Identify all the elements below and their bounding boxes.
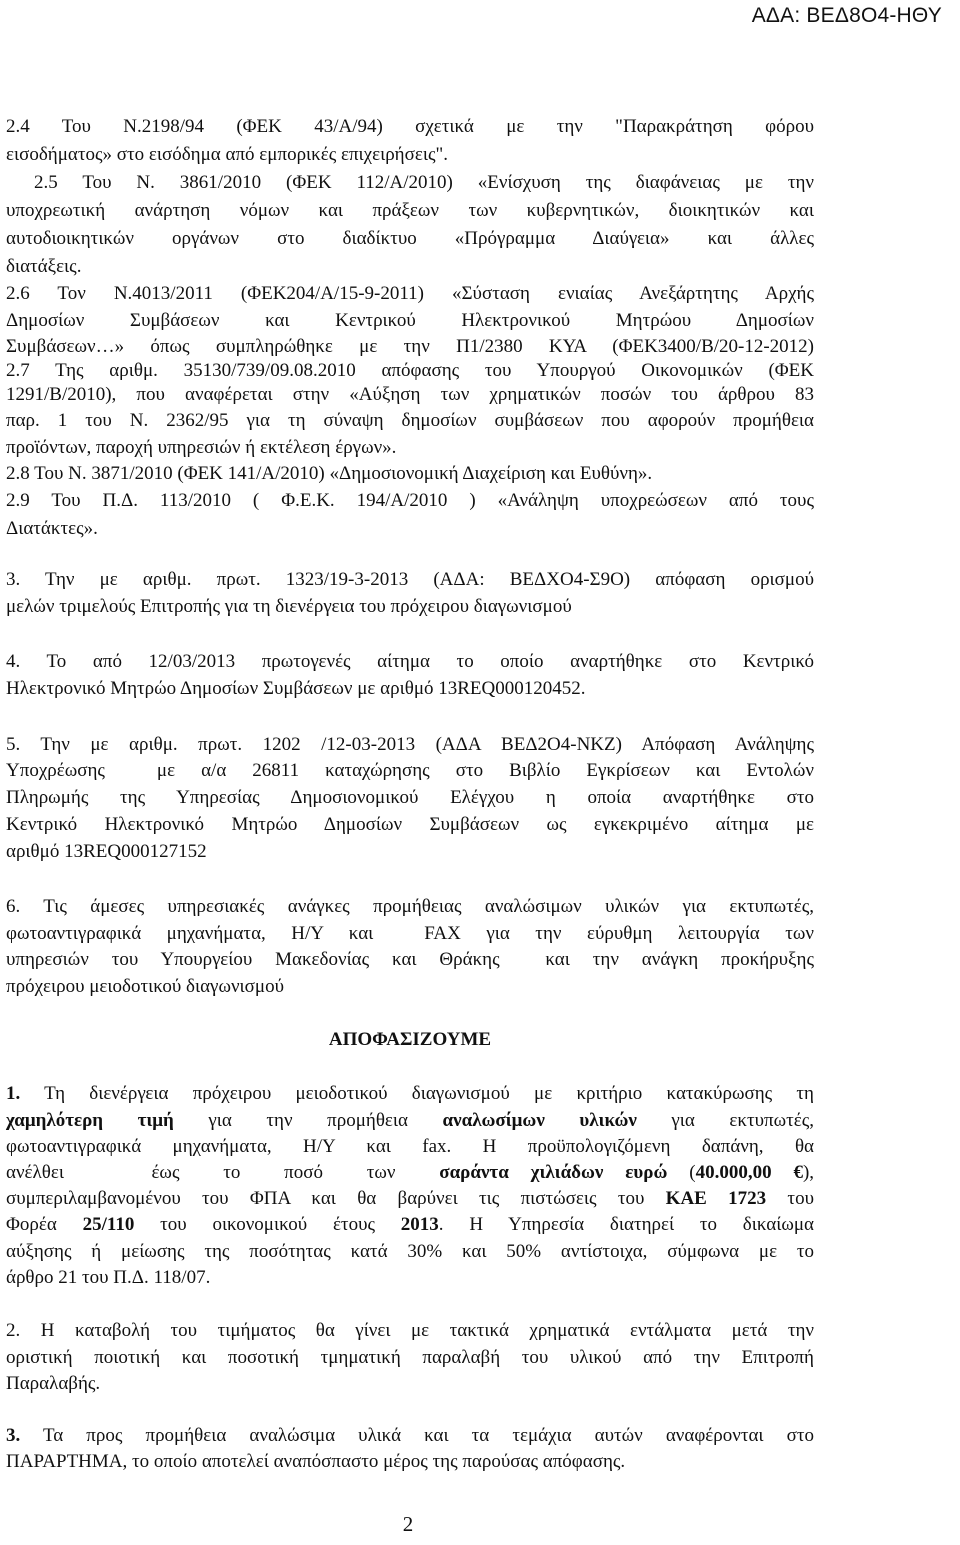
decision-1-line: φωτοαντιγραφικά μηχανήματα, Η/Υ και fax. Η προϋπολογιζόμενη δαπάνη, θα [6, 1136, 814, 1157]
text-line: 2.9 Του Π.Δ. 113/2010 ( Φ.Ε.Κ. 194/Α/2010 ) «Ανάληψη υποχρεώσεων από τους [6, 490, 814, 511]
text-line: Συμβάσεων…» όπως συμπληρώθηκε με την Π1/2380 ΚΥΑ (ΦΕΚ3400/Β/20-12-2012) [6, 336, 814, 357]
text-line: 2.7 Της αριθμ. 35130/739/09.08.2010 απόφασης του Υπουργού Οικονομικών (ΦΕΚ [6, 360, 814, 381]
text-line: 5. Την με αριθμ. πρωτ. 1202 /12-03-2013 (ΑΔΑ ΒΕΔ2Ο4-ΝΚΖ) Απόφαση Ανάληψης [6, 734, 814, 755]
text-line: αυτοδιοικητικών οργάνων στο διαδίκτυο «Πρόγραμμα Διαύγεια» και άλλες [6, 228, 814, 249]
decision-3-line [6, 1424, 814, 1448]
decision-text: του οικονομικού έτους [134, 1214, 401, 1235]
decision-1-number: 1. [6, 1083, 21, 1104]
text-line: 2.5 Του Ν. 3861/2010 (ΦΕΚ 112/Α/2010) «Ενίσχυση της διαφάνειας με την [34, 172, 814, 193]
decision-text: Τα προς προμήθεια αναλώσιμα υλικά και τα τεμάχια αυτών αναφέρονται στο [20, 1425, 814, 1446]
decision-text: του [766, 1188, 814, 1209]
bold-text: αναλωσίμων υλικών [442, 1110, 637, 1131]
bold-text: 40.000,00 € [695, 1162, 803, 1183]
decision-text: Τη διενέργεια πρόχειρου μειοδοτικού διαγωνισμού με κριτήριο κατακύρωσης τη [20, 1083, 814, 1104]
decision-text: συμπεριλαμβανομένου του ΦΠΑ και θα βαρύνει τις πιστώσεις του [6, 1188, 666, 1209]
bold-text: σαράντα χιλιάδων ευρώ [439, 1162, 668, 1183]
decision-3-number: 3. [6, 1425, 21, 1446]
decision-1-line [6, 1109, 814, 1133]
page-number: 2 [402, 1512, 414, 1536]
text-line: Κεντρικό Ηλεκτρονικό Μητρώο Δημοσίων Συμβάσεων ως εγκεκριμένο αίτημα με [6, 814, 814, 835]
text-line: φωτοαντιγραφικά μηχανήματα, Η/Υ και FAX για την εύρυθμη λειτουργία των [6, 923, 814, 944]
decision-text: Φορέα [6, 1214, 83, 1235]
text-line: πρόχειρου μειοδοτικού διαγωνισμού [6, 976, 284, 997]
text-line: παρ. 1 του Ν. 2362/95 για τη σύναψη δημοσίων συμβάσεων που αφορούν προμήθεια [6, 410, 814, 431]
text-line: προϊόντων, παροχή υπηρεσιών ή εκτέλεση έργων». [6, 437, 397, 458]
decision-text: ανέλθει έως το ποσό των [6, 1162, 440, 1183]
decision-text: ), [802, 1162, 815, 1183]
text-line: 2.8 Του Ν. 3871/2010 (ΦΕΚ 141/Α/2010) «Δημοσιονομική Διαχείριση και Ευθύνη». [6, 463, 653, 484]
text-line: 2.6 Τον Ν.4013/2011 (ΦΕΚ204/Α/15-9-2011) «Σύσταση ενιαίας Ανεξάρτητης Αρχής [6, 283, 814, 304]
ada-code-header: ΑΔΑ: ΒΕΔ8Ο4-ΗΘΥ [751, 4, 942, 27]
decision-heading: ΑΠΟΦΑΣΙΖΟΥΜΕ [328, 1029, 492, 1050]
decision-text: για την προμήθεια [173, 1110, 443, 1131]
text-line: Δημοσίων Συμβάσεων και Κεντρικού Ηλεκτρονικού Μητρώου Δημοσίων [6, 310, 814, 331]
decision-1-line [6, 1213, 814, 1237]
text-line: 6. Τις άμεσες υπηρεσιακές ανάγκες προμήθειας αναλώσιμων υλικών για εκτυπωτές, [6, 896, 814, 917]
decision-text: ( [667, 1162, 696, 1183]
decision-1-line [6, 1161, 814, 1185]
text-line: αριθμό 13REQ000127152 [6, 841, 207, 862]
decision-1-line [6, 1187, 814, 1211]
decision-text: . Η Υπηρεσία διατηρεί το δικαίωμα [438, 1214, 814, 1235]
decision-text: για εκτυπωτές, [636, 1110, 814, 1131]
text-line: υποχρεωτική ανάρτηση νόμων και πράξεων των κυβερνητικών, διοικητικών και [6, 200, 814, 221]
bold-text: ΚΑΕ 1723 [665, 1188, 767, 1209]
text-line: Πληρωμής της Υπηρεσίας Δημοσιονομικού Ελέγχου η οποία αναρτήθηκε στο [6, 787, 814, 808]
text-line: 3. Την με αριθμ. πρωτ. 1323/19-3-2013 (ΑΔΑ: ΒΕΔΧΟ4-Σ9Ο) απόφαση ορισμού [6, 569, 814, 590]
text-line: διατάξεις. [6, 256, 82, 277]
decision-3-line: ΠΑΡΑΡΤΗΜΑ, το οποίο αποτελεί αναπόσπαστο μέρος της παρούσας απόφασης. [6, 1451, 626, 1472]
decision-2-line: Παραλαβής. [6, 1373, 101, 1394]
bold-text: 25/110 [82, 1214, 135, 1235]
text-line: υπηρεσιών του Υπουργείου Μακεδονίας και Θράκης και την ανάγκη προκήρυξης [6, 949, 814, 970]
decision-1-line [6, 1082, 814, 1106]
bold-text: 2013 [400, 1214, 439, 1235]
text-line: 1291/Β/2010), που αναφέρεται στην «Αύξηση των χρηματικών ποσών του άρθρου 83 [6, 384, 814, 405]
text-line: 2.4 Του Ν.2198/94 (ΦΕΚ 43/Α/94) σχετικά με την "Παρακράτηση φόρου [6, 116, 814, 137]
bold-text: χαμηλότερη τιμή [6, 1110, 174, 1131]
text-line: Διατάκτες». [6, 518, 98, 539]
decision-2-line: 2. Η καταβολή του τιμήματος θα γίνει με τακτικά χρηματικά εντάλματα μετά την [6, 1320, 814, 1341]
text-line: μελών τριμελούς Επιτροπής για τη διενέργεια του πρόχειρου διαγωνισμού [6, 596, 572, 617]
text-line: εισοδήματος» στο εισόδημα από εμπορικές επιχειρήσεις". [6, 144, 448, 165]
decision-1-line: άρθρο 21 του Π.Δ. 118/07. [6, 1267, 211, 1288]
text-line: 4. Το από 12/03/2013 πρωτογενές αίτημα το οποίο αναρτήθηκε στο Κεντρικό [6, 651, 814, 672]
text-line: Υποχρέωσης με α/α 26811 καταχώρησης στο Βιβλίο Εγκρίσεων και Εντολών [6, 760, 814, 781]
decision-1-line: αύξησης ή μείωσης της ποσότητας κατά 30% και 50% αντίστοιχα, σύμφωνα με το [6, 1241, 814, 1262]
text-line: Ηλεκτρονικό Μητρώο Δημοσίων Συμβάσεων με αριθμό 13REQ000120452. [6, 678, 586, 699]
decision-2-line: οριστική ποιοτική και ποσοτική τμηματική παραλαβή του υλικού από την Επιτροπή [6, 1347, 814, 1368]
